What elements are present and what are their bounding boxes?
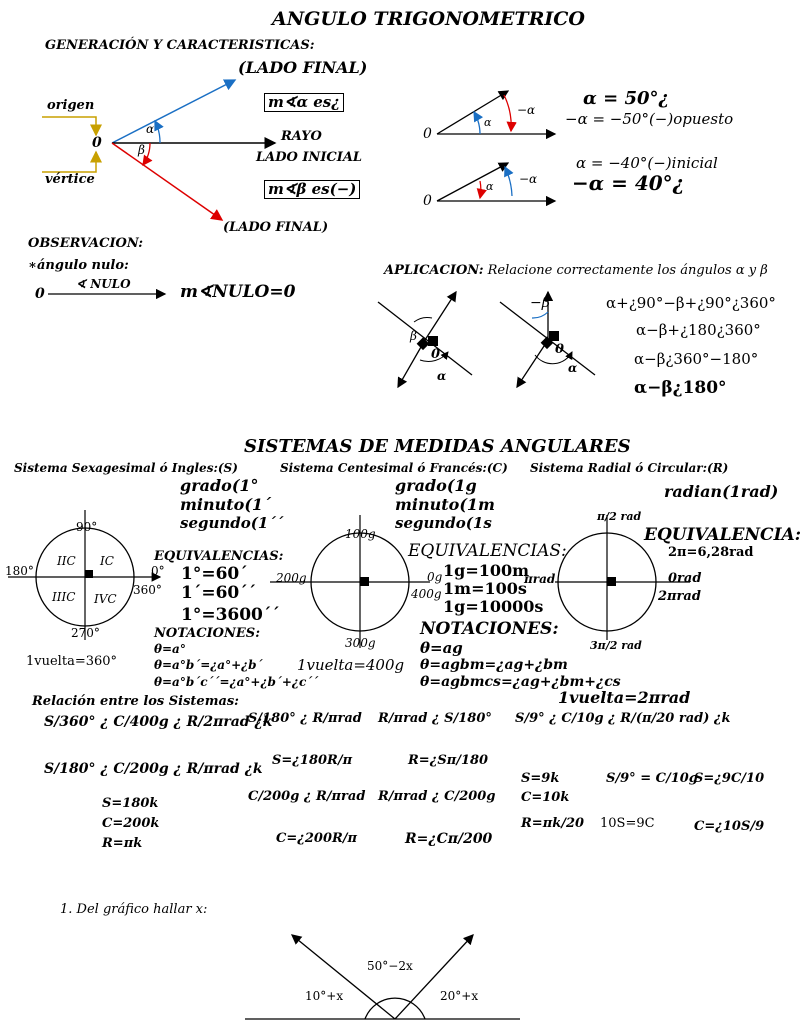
vuelta-c: 1vuelta=400g [297, 656, 405, 674]
deg90-label: 90° [76, 520, 98, 534]
c-segundo: segundo(1s [395, 514, 492, 532]
alpha-small-2: α [486, 180, 494, 193]
formula-9: C=¿200R/π [276, 831, 358, 846]
formula-11: R=¿Sπ/180 [408, 753, 489, 768]
alpha-ap1: α [437, 369, 447, 383]
formula-2: S/180° ¿ C/200g ¿ R/πrad ¿k [44, 761, 263, 777]
formula-5: R=πk [102, 836, 143, 851]
problem-left-angle: 10°+x [305, 989, 344, 1003]
angulo-nulo-label: ∗ángulo nulo: [28, 258, 129, 273]
zero-ap2: 0 [555, 342, 565, 357]
s-grado: grado(1° [180, 476, 259, 495]
eq-r-1: 2π=6,28rad [668, 545, 754, 560]
g200-label: 200g [276, 571, 307, 585]
g0-label: 0g [427, 570, 443, 584]
eq-s-1: 1°=60´ [181, 564, 248, 584]
relation-2: α−β+¿180¿360° [636, 321, 761, 339]
aplicacion-line: APLICACION: Relacione correctamente los ángulos α y β [384, 263, 768, 278]
eq-r-title: EQUIVALENCIA: [644, 525, 801, 545]
sistema-sexagesimal-label: Sistema Sexagesimal ó Ingles:(S) [14, 461, 238, 475]
not-s-title: NOTACIONES: [154, 626, 260, 641]
not-s-1: θ=a° [154, 642, 186, 656]
r-2pi-label: 2πrad [658, 589, 701, 604]
vertice-label: vértice [45, 172, 95, 187]
formula-1: S/360° ¿ C/400g ¿ R/2πrad ¿k [44, 714, 273, 730]
r-0-label: 0rad [668, 571, 702, 586]
formula-20: S=¿9C/10 [694, 771, 765, 786]
formula-13: R=¿Cπ/200 [405, 831, 493, 847]
nulo-label: ∢ NULO [76, 277, 131, 291]
deg270-label: 270° [71, 626, 100, 640]
formula-12: R/πrad ¿ C/200g [378, 789, 496, 804]
formula-3: S=180k [102, 796, 159, 811]
problem-diagram [245, 935, 520, 1019]
neg-alpha-50-eq: −α = −50°(−)opuesto [565, 110, 734, 128]
neg-alpha-2: −α [519, 172, 538, 186]
quadrant-IVC: IVC [94, 592, 117, 606]
opposite-angle-diagram-2 [437, 163, 555, 201]
r-radian: radian(1rad) [664, 482, 779, 501]
vuelta-r: 1vuelta=2πrad [558, 688, 691, 707]
aplicacion-diagram-1 [378, 292, 472, 387]
neg-alpha-40-eq: −α = 40°¿ [572, 171, 685, 195]
opposite-angle-diagram-1 [437, 91, 555, 134]
g100-label: 100g [345, 527, 376, 541]
relacion-title: Relación entre los Sistemas: [32, 694, 239, 709]
alpha-ap2: α [568, 361, 578, 375]
deg180-label: 180° [5, 564, 34, 578]
formula-19: 10S=9C [600, 816, 655, 831]
formula-18: S/9° = C/10g [606, 771, 698, 786]
c-minuto: minuto(1m [395, 495, 495, 514]
page-title: ANGULO TRIGONOMETRICO [272, 8, 585, 30]
not-c-3: θ=agbmcs=¿ag+¿bm+¿cs [420, 674, 621, 690]
deg0-label: 0° [151, 564, 165, 578]
formula-14: S/9° ¿ C/10g ¿ R/(π/20 rad) ¿k [515, 711, 731, 726]
formula-16: C=10k [521, 790, 570, 805]
formula-6: S/180° ¿ R/πrad [248, 711, 362, 726]
formula-8: C/200g ¿ R/πrad [248, 789, 366, 804]
eq-c-title: EQUIVALENCIAS: [408, 541, 567, 561]
generation-heading: GENERACIÓN Y CARACTERISTICAS: [45, 38, 315, 53]
zero-2: 0 [423, 193, 432, 209]
relation-3: α−β¿360°−180° [634, 350, 759, 368]
m-beta-box: m∢β es(−) [264, 180, 360, 199]
not-s-3: θ=a°b´c´´=¿a°+¿b´+¿c´´ [154, 675, 319, 689]
alpha-neg40-eq: α = −40°(−)inicial [576, 154, 718, 172]
neg-beta-ap2: −β [530, 295, 550, 311]
sistema-radial-label: Sistema Radial ó Circular:(R) [530, 461, 729, 475]
zero-1: 0 [423, 126, 432, 142]
g300-label: 300g [345, 636, 376, 650]
formula-4: C=200k [102, 816, 160, 831]
formula-17: R=πk/20 [521, 816, 585, 831]
rayo-label: RAYO [281, 129, 322, 144]
c-grado: grado(1g [395, 476, 477, 495]
neg-alpha-1: −α [517, 103, 536, 117]
m-alpha-box: m∢α es¿ [264, 93, 344, 112]
relation-4: α−β¿180° [634, 378, 727, 398]
origen-label: origen [47, 98, 95, 113]
eq-s-title: EQUIVALENCIAS: [154, 549, 284, 564]
alpha-label: α [146, 122, 155, 136]
eq-s-2: 1´=60´´ [181, 583, 257, 603]
observacion-heading: OBSERVACION: [28, 236, 144, 251]
problem-right-angle: 20°+x [440, 989, 479, 1003]
vuelta-s: 1vuelta=360° [26, 654, 118, 669]
eq-c-1: 1g=100m [443, 561, 530, 580]
problem-middle-angle: 50°−2x [367, 959, 413, 973]
sistemas-title: SISTEMAS DE MEDIDAS ANGULARES [244, 436, 631, 457]
eq-s-3: 1°=3600´´ [181, 605, 280, 625]
sistema-centesimal-label: Sistema Centesimal ó Francés:(C) [280, 461, 508, 475]
alpha-small-1: α [484, 116, 492, 129]
eq-c-2: 1m=100s [443, 579, 527, 598]
not-c-1: θ=ag [420, 639, 463, 657]
not-c-2: θ=agbm=¿ag+¿bm [420, 657, 568, 673]
eq-c-3: 1g=10000s [443, 597, 544, 616]
quadrant-IIIC: IIIC [52, 590, 76, 604]
zero-ap1: 0 [431, 347, 441, 362]
not-c-title: NOTACIONES: [420, 619, 559, 639]
s-segundo: segundo(1´´ [180, 514, 284, 532]
problem-statement: 1. Del gráfico hallar x: [60, 902, 208, 917]
quadrant-IC: IC [100, 554, 114, 568]
null-zero: 0 [35, 286, 45, 302]
r-3pi2-label: 3π/2 rad [590, 639, 642, 652]
m-nulo-eq: m∢NULO=0 [180, 282, 296, 302]
lado-inicial-label: LADO INICIAL [256, 150, 363, 165]
formula-10: R/πrad ¿ S/180° [378, 711, 492, 726]
g400-label: 400g [411, 587, 442, 601]
lado-final-bottom-label: (LADO FINAL) [223, 220, 329, 235]
not-s-2: θ=a°b´=¿a°+¿b´ [154, 658, 263, 672]
r-pi-label: πrad [524, 572, 556, 586]
deg360-label: 360° [133, 583, 162, 597]
lado-final-top-label: (LADO FINAL) [238, 58, 368, 77]
beta-label: β [138, 143, 145, 157]
quadrant-IIC: IIC [57, 554, 76, 568]
beta-ap1: β [410, 329, 417, 343]
relation-1: α+¿90°−β+¿90°¿360° [606, 294, 776, 312]
formula-7: S=¿180R/π [272, 753, 353, 768]
r-pi2-label: π/2 rad [597, 510, 642, 523]
alpha-50-eq: α = 50°¿ [583, 88, 670, 109]
vertex-zero: 0 [92, 135, 102, 151]
formula-21: C=¿10S/9 [694, 819, 765, 834]
s-minuto: minuto(1´ [180, 495, 272, 514]
formula-15: S=9k [521, 771, 560, 786]
